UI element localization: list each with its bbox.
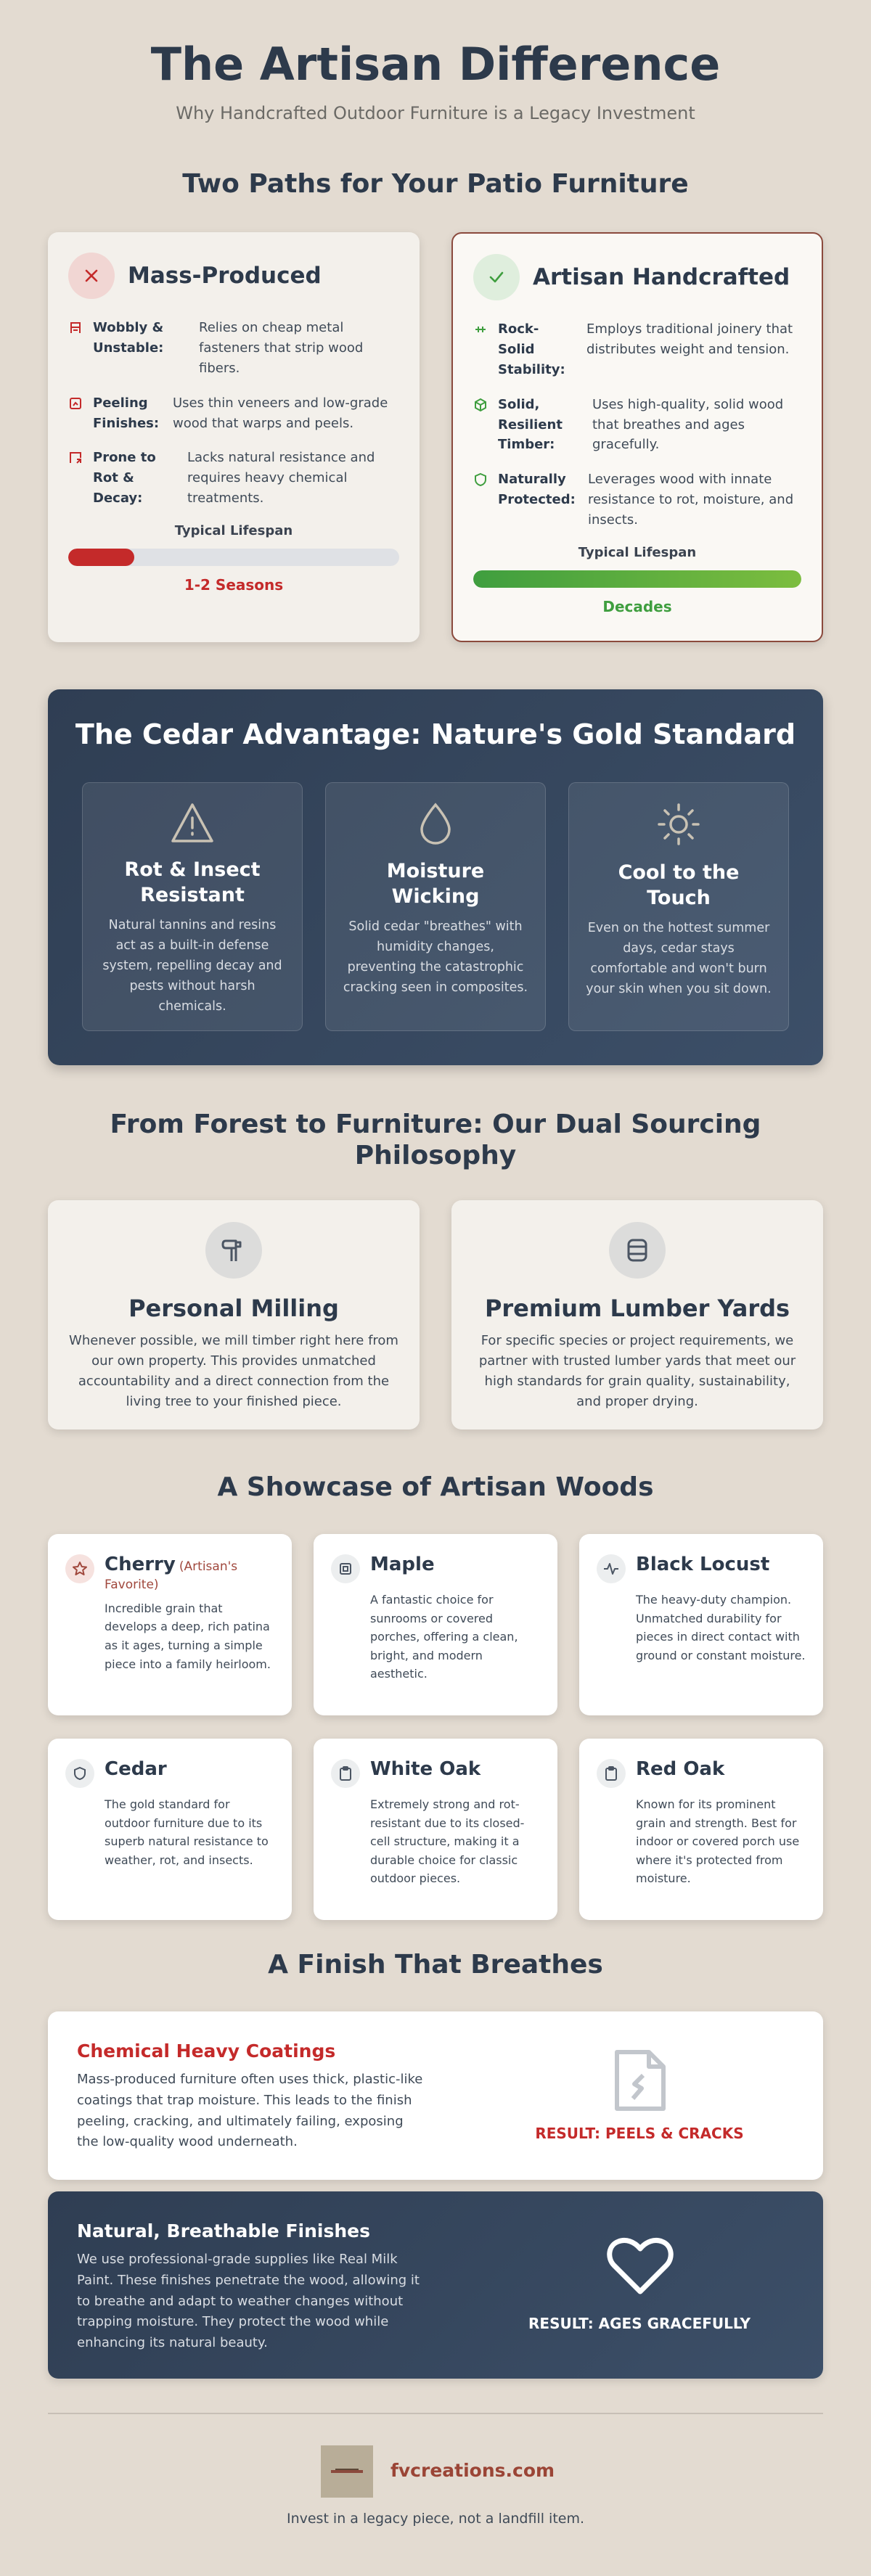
wood-description: Known for its prominent grain and strength. Best for indoor or covered porch use where it's protected from moisture. bbox=[636, 1797, 800, 1886]
feature-item bbox=[473, 469, 801, 530]
sourcing-title: From Forest to Furniture: Our Dual Sourcing Philosophy bbox=[110, 1109, 761, 1171]
cedar-feature-box bbox=[568, 782, 789, 1031]
mass-produced-card bbox=[48, 232, 420, 642]
warning-icon bbox=[99, 802, 286, 847]
lifespan-label: Typical Lifespan bbox=[578, 545, 697, 561]
check-icon bbox=[473, 254, 520, 300]
wood-description: A fantastic choice for sunrooms or covered porches, offering a clean, bright, and modern aesthetic. bbox=[370, 1593, 518, 1681]
chair-icon bbox=[68, 318, 86, 379]
lifespan-label: Typical Lifespan bbox=[174, 523, 293, 539]
droplet-icon bbox=[342, 802, 529, 848]
cedar-feature-title: Cool to the Touch bbox=[618, 861, 740, 910]
sourcing-card-text: For specific species or project requirements, we partner with trusted lumber yards that meet our high standards for grain quality, sustainability, and proper drying. bbox=[478, 1333, 796, 1409]
feature-item bbox=[473, 319, 801, 380]
wood-card-white-oak bbox=[314, 1739, 557, 1920]
shield-icon bbox=[473, 469, 491, 530]
chemical-coatings-box bbox=[48, 2011, 823, 2180]
favorite-badge: (Artisan's Favorite) bbox=[105, 1559, 238, 1592]
lifespan-bar bbox=[68, 549, 399, 566]
chemical-text: Mass-produced furniture often uses thick, plastic-like coatings that trap moisture. This leads to the finish peeling, cracking, and ultimately failing, exposing the low-quality wood underneath. bbox=[77, 2072, 423, 2150]
sourcing-card-title: Premium Lumber Yards bbox=[484, 1295, 790, 1322]
star-icon bbox=[65, 1554, 94, 1583]
feature-label: Prone to Rot & Decay: bbox=[93, 450, 156, 506]
feature-text: Leverages wood with innate resistance to rot, moisture, and insects. bbox=[588, 472, 794, 528]
clipboard-icon bbox=[331, 1759, 360, 1788]
broken-layer-icon bbox=[68, 393, 86, 434]
footer-tagline: Invest in a legacy piece, not a landfill item. bbox=[286, 2511, 585, 2527]
lifespan-bar bbox=[473, 570, 801, 588]
sourcing-card bbox=[451, 1200, 823, 1429]
feature-item bbox=[68, 318, 399, 379]
natural-title: Natural, Breathable Finishes bbox=[77, 2220, 370, 2241]
wood-description: Extremely strong and rot-resistant due to its closed-cell structure, making it a durable choice for classic outdoor pieces. bbox=[370, 1797, 525, 1886]
wood-card-maple bbox=[314, 1534, 557, 1715]
feature-label: Wobbly & Unstable: bbox=[93, 320, 164, 356]
cedar-advantage-section bbox=[48, 689, 823, 1065]
wood-name: Cedar bbox=[105, 1758, 167, 1780]
feature-label: Peeling Finishes: bbox=[93, 395, 160, 431]
lifespan-bar-fill bbox=[68, 549, 134, 566]
wood-description: The heavy-duty champion. Unmatched durability for pieces in direct contact with ground or constant moisture. bbox=[636, 1593, 806, 1662]
cube-icon bbox=[473, 395, 491, 456]
artisan-title: Artisan Handcrafted bbox=[533, 264, 790, 290]
footer-divider bbox=[48, 2413, 823, 2414]
brand-link[interactable]: fvcreations.com bbox=[390, 2460, 555, 2481]
natural-text: We use professional-grade supplies like Real Milk Paint. These finishes penetrate the wood, allowing it to breathe and adapt to weather changes without trapping moisture. They protect the wood while enhancing its natural beauty. bbox=[77, 2252, 420, 2351]
clipboard-icon bbox=[597, 1759, 626, 1788]
feature-text: Uses thin veneers and low-grade wood that warps and peels. bbox=[173, 395, 388, 431]
feature-text: Lacks natural resistance and requires heavy chemical treatments. bbox=[187, 450, 375, 506]
cedar-feature-title: Rot & Insect Resistant bbox=[124, 858, 261, 907]
wood-card-cedar bbox=[48, 1739, 292, 1920]
natural-result: RESULT: AGES GRACEFULLY bbox=[528, 2315, 751, 2332]
feature-text: Uses high-quality, solid wood that breathes and ages gracefully. bbox=[592, 396, 784, 453]
cedar-feature-text: Solid cedar "breathes" with humidity changes, preventing the catastrophic cracking seen in composites. bbox=[343, 919, 528, 996]
sourcing-card-title: Personal Milling bbox=[128, 1295, 339, 1322]
wood-card-cherry bbox=[48, 1534, 292, 1715]
paths-title: Two Paths for Your Patio Furniture bbox=[182, 169, 689, 199]
shield-icon bbox=[65, 1759, 94, 1788]
sun-icon bbox=[585, 802, 772, 850]
wood-card-red-oak bbox=[579, 1739, 823, 1920]
pulse-icon bbox=[597, 1554, 626, 1583]
wood-name: Black Locust bbox=[636, 1554, 770, 1575]
square-icon bbox=[331, 1554, 360, 1583]
feature-text: Relies on cheap metal fasteners that strip wood fibers. bbox=[199, 320, 364, 376]
feature-text: Employs traditional joinery that distributes weight and tension. bbox=[586, 321, 793, 357]
sourcing-card-text: Whenever possible, we mill timber right here from our own property. This provides unmatched accountability and a direct connection from the living tree to your finished piece. bbox=[69, 1333, 398, 1409]
wood-name: Maple bbox=[370, 1554, 435, 1575]
feature-item bbox=[68, 393, 399, 434]
lifespan-bar-fill bbox=[473, 570, 801, 588]
mass-produced-title: Mass-Produced bbox=[128, 263, 322, 289]
lifespan-value: Decades bbox=[602, 598, 672, 616]
cedar-feature-box bbox=[82, 782, 303, 1031]
feature-label: Naturally Protected: bbox=[498, 472, 576, 508]
cedar-title: The Cedar Advantage: Nature's Gold Standard bbox=[75, 718, 796, 750]
feature-label: Rock-Solid Stability: bbox=[498, 321, 565, 377]
feature-item bbox=[473, 395, 801, 456]
wood-name: Cherry bbox=[105, 1554, 176, 1575]
broken-file-icon bbox=[611, 2049, 669, 2114]
feature-label: Solid, Resilient Timber: bbox=[498, 396, 563, 453]
wood-name: White Oak bbox=[370, 1758, 481, 1780]
chemical-title: Chemical Heavy Coatings bbox=[77, 2040, 336, 2062]
cedar-feature-box bbox=[325, 782, 546, 1031]
heart-icon bbox=[607, 2236, 674, 2299]
chemical-result: RESULT: PEELS & CRACKS bbox=[535, 2125, 744, 2142]
wood-card-black-locust bbox=[579, 1534, 823, 1715]
woods-title: A Showcase of Artisan Woods bbox=[217, 1472, 654, 1502]
wood-name: Red Oak bbox=[636, 1758, 725, 1780]
page-title: The Artisan Difference bbox=[150, 38, 721, 91]
lumber-stack-icon bbox=[609, 1222, 666, 1279]
feature-item bbox=[68, 448, 399, 509]
decay-icon bbox=[68, 448, 86, 509]
cedar-feature-title: Moisture Wicking bbox=[386, 860, 485, 908]
axe-icon bbox=[205, 1222, 262, 1279]
brand-logo-icon bbox=[321, 2445, 373, 2498]
cedar-feature-text: Even on the hottest summer days, cedar stays comfortable and won't burn your skin when you sit down. bbox=[586, 921, 772, 997]
wood-description: Incredible grain that develops a deep, rich patina as it ages, turning a simple piece into a family heirloom. bbox=[105, 1601, 271, 1671]
sourcing-card bbox=[48, 1200, 420, 1429]
wood-description: The gold standard for outdoor furniture due to its superb natural resistance to weather, rot, and insects. bbox=[105, 1797, 269, 1867]
x-icon bbox=[68, 253, 115, 299]
lifespan-value: 1-2 Seasons bbox=[184, 576, 284, 594]
artisan-handcrafted-card bbox=[451, 232, 823, 642]
page-subtitle: Why Handcrafted Outdoor Furniture is a Legacy Investment bbox=[176, 103, 695, 123]
finish-title: A Finish That Breathes bbox=[268, 1950, 603, 1980]
cedar-feature-text: Natural tannins and resins act as a built-in defense system, repelling decay and pests without harsh chemicals. bbox=[102, 918, 282, 1014]
joinery-icon bbox=[473, 319, 491, 380]
natural-finishes-box bbox=[48, 2191, 823, 2379]
